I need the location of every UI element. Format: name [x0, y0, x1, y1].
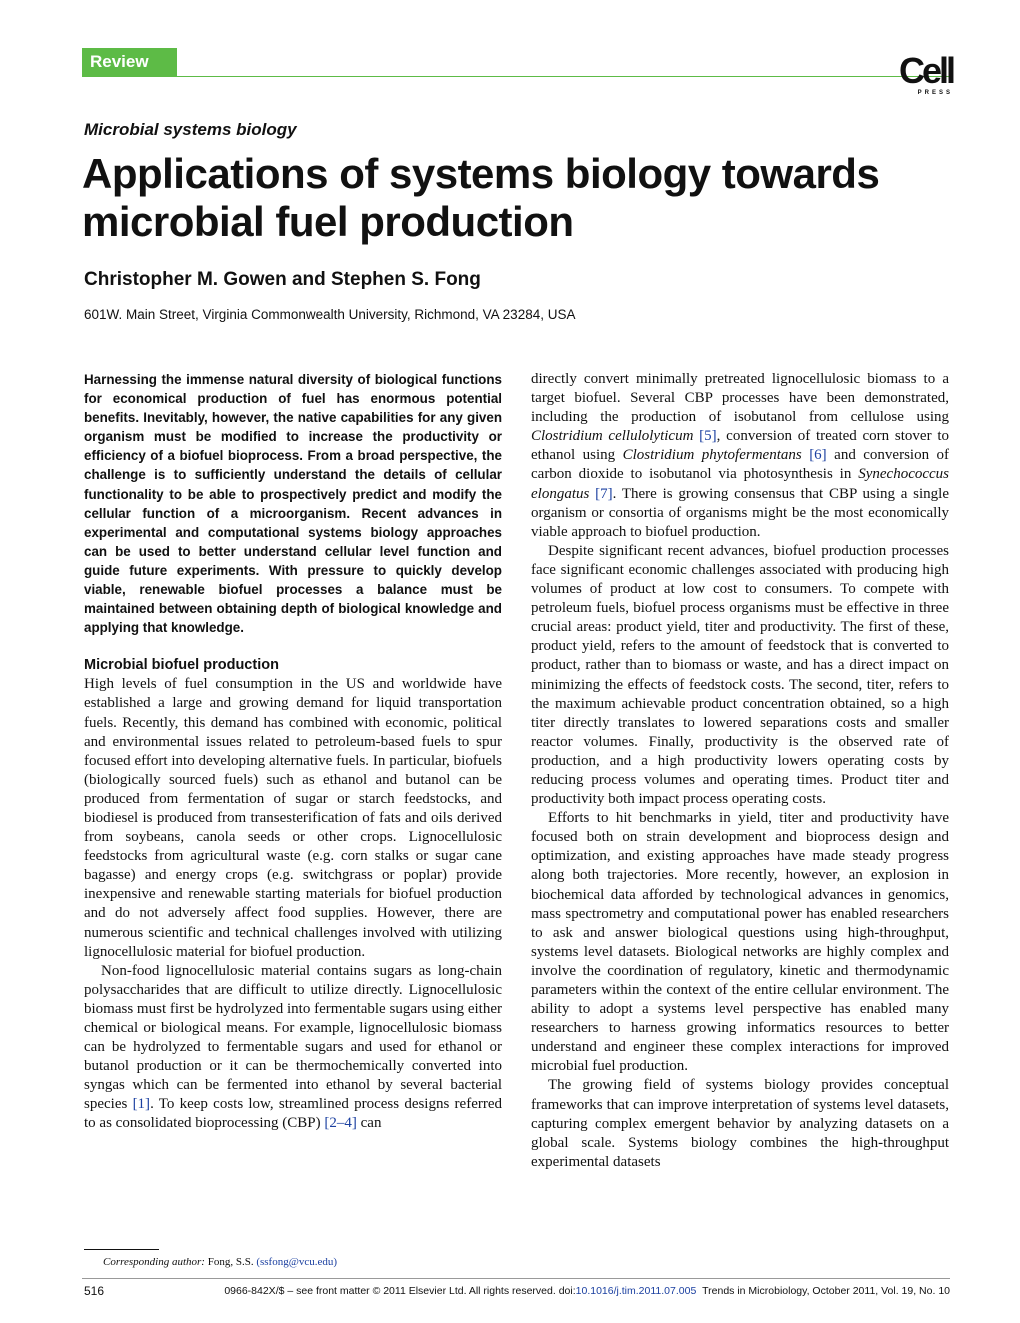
cell-press-logo: [885, 50, 953, 97]
footnote-divider: [84, 1249, 159, 1250]
logo-main-text: Cell: [898, 50, 953, 91]
paragraph: High levels of fuel consumption in the US and worldwide have established a large and growing demand for liquid transportation fuels. Recently, this demand has combined with economic, political and environmental issues related to petroleum-based fuels to spur focused effort into developing alternative fuels. In particular, biofuels (biologically sourced fuels) such as ethanol and butanol can be produced from fermentation of sugar or starch feedstocks, and biodiesel is produced from transesterification of fats and oils derived from soybeans, canola seeds or other crops. Lignocellulosic feedstocks from agricultural waste (e.g. corn stalks or sugar cane bagasse) and energy crops (e.g. switchgrass or poplar) provide inexpensive and renewable starting materials for biofuel production and do not adversely affect food supplies. However, there are numerous scientific and technical challenges involved with utilizing lignocellulosic material for biofuel production.: [84, 676, 502, 960]
footer-info: [224, 1285, 950, 1297]
paragraph-text: and conversion of carbon dioxide to isobutanol via photosynthesis in: [531, 447, 950, 483]
paragraph-text: can: [360, 1115, 382, 1132]
paragraph-text: , conversion of treated corn stover to ethanol using: [531, 428, 949, 464]
corresponding-author-note: [103, 1256, 337, 1268]
journal-citation: Trends in Microbiology, October 2011, Vol. 19, No. 10: [702, 1285, 950, 1297]
logo-sub-text: PRESS: [917, 90, 953, 96]
citation-link[interactable]: [5]: [699, 428, 717, 445]
paragraph-text: . To keep costs low, streamlined process designs referred to as consolidated bioprocessing (CBP): [84, 1096, 502, 1132]
paragraph-text: . There is growing consensus that CBP using a single organism or consortia of organisms might be the most economically viable approach to biofuel production.: [531, 485, 950, 540]
right-column: [531, 370, 949, 1172]
species-name: Clostridium phytofermentans: [622, 447, 802, 464]
author-email-link[interactable]: (ssfong@vcu.edu): [256, 1256, 338, 1268]
header-divider: [82, 76, 950, 77]
citation-link[interactable]: [2–4]: [324, 1115, 357, 1132]
page-number: 516: [84, 1284, 105, 1298]
paragraph: The growing field of systems biology provides conceptual frameworks that can improve interpretation of systems level datasets, capturing complex emergent behavior by analyzing datasets on a global scale. Systems biology combines the high-throughput experimental datasets: [531, 1077, 949, 1170]
paragraph-text: directly convert minimally pretreated lignocellulosic biomass to a target biofuel. Several CBP processes have been demonstrated, including the production of isobutanol from cellulose using: [531, 371, 949, 426]
citation-link[interactable]: [1]: [132, 1096, 151, 1113]
doi-link[interactable]: 10.1016/j.tim.2011.07.005: [575, 1285, 697, 1297]
review-tag: Review: [82, 48, 177, 76]
species-name: Clostridium cellulolyticum: [531, 428, 694, 445]
footnote-label: Corresponding author:: [103, 1256, 205, 1268]
citation-link[interactable]: [7]: [595, 485, 613, 502]
paragraph: Efforts to hit benchmarks in yield, titer and productivity have focused both on strain development and bioprocess design and optimization, and existing approaches have made steady progress along both trajectories. More recently, however, an explosion in biochemical data afforded by technological advances in genomics, mass spectrometry and computational power has enabled researchers to ask and answer biological questions using high-throughput, systems level datasets. Biological networks are highly complex and involve the coordination of regulatory, kinetic and thermodynamic parameters within the context of the entire cellular environment. The ability to adopt a systems level perspective has enabled many researchers to harness growing informatics resources to better understand and engineer these complex interactions for improved microbial fuel production.: [531, 810, 949, 1075]
left-column: [84, 370, 502, 1134]
article-title: Applications of systems biology towards microbial fuel production: [82, 150, 880, 245]
citation-link[interactable]: [6]: [809, 447, 827, 464]
species-name: Synechococcus elongatus: [531, 466, 950, 502]
footer-copyright: 0966-842X/$ – see front matter © 2011 Elsevier Ltd. All rights reserved. doi:: [224, 1285, 576, 1297]
footer-divider: [82, 1278, 950, 1279]
abstract: Harnessing the immense natural diversity of biological functions for economical production of fuel has enormous potential benefits. Inevitably, however, the native capabilities for any given organism must be modified to increase the productivity or efficiency of a biofuel bioprocess. From a broad perspective, the challenge is to sufficiently understand the details of cellular functionality to be able to prospectively predict and modify the cellular function of a microorganism. Recent advances in experimental and computational systems biology approaches can be used to better understand cellular level function and guide future experiments. With pressure to quickly develop viable, renewable biofuel processes a balance must be maintained between obtaining depth of biological knowledge and applying that knowledge.: [84, 372, 502, 636]
paragraph: [531, 370, 949, 542]
footnote-name: Fong, S.S.: [207, 1256, 254, 1268]
paragraph: [84, 962, 502, 1134]
paragraph: Despite significant recent advances, biofuel production processes face significant economic challenges associated with producing high volumes of product at low cost to consumers. To compete with petroleum fuels, biofuel process organisms must be effective in three crucial areas: product yield, titer and productivity. The first of these, product yield, refers to the amount of feedstock that is converted to product, rather than to biomass or waste, and has a direct impact on minimizing the effects of feedstock costs. The second, titer, refers to the maximum achievable product concentration obtained, so a high titer directly translates to lowered separations costs and smaller reactor volumes. Finally, productivity is the observed rate of production, and a high productivity lowers operating costs by reducing process volumes and operating times. Product titer and productivity both impact process operating costs.: [531, 542, 949, 808]
article-authors: Christopher M. Gowen and Stephen S. Fong: [84, 269, 481, 290]
section-heading: Microbial biofuel production: [84, 657, 279, 674]
author-affiliation: 601W. Main Street, Virginia Commonwealth University, Richmond, VA 23284, USA: [84, 307, 576, 322]
paragraph-text: Non-food lignocellulosic material contains sugars as long-chain polysaccharides that are difficult to utilize directly. Lignocellulosic biomass must first be hydrolyzed into fermentable sugars using either chemical or biological means. For example, lignocellulosic biomass can be hydrolyzed to fermentable sugars and used for ethanol or butanol production or it can be thermochemically converted into syngas which can be fermented into ethanol by several bacterial species: [84, 962, 502, 1113]
section-label: Microbial systems biology: [84, 120, 297, 139]
